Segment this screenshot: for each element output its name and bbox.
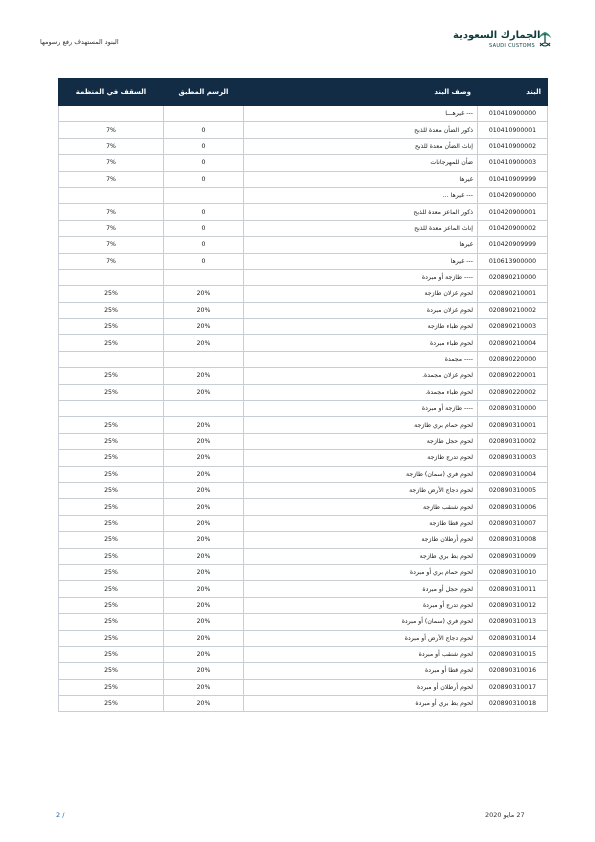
cell-applied-rate: 20%: [164, 696, 244, 712]
table-row: [59, 106, 548, 122]
table-row: [59, 482, 548, 498]
cell-wto-cap: 7%: [59, 155, 164, 171]
cell-code: 020890310002: [478, 433, 548, 449]
cell-description: لحوم غزلان مبردة: [244, 302, 478, 318]
table-row: [59, 614, 548, 630]
cell-applied-rate: 20%: [164, 646, 244, 662]
table-row: [59, 663, 548, 679]
cell-description: لحوم ظباء مجمدة.: [244, 384, 478, 400]
cell-code: 010420900001: [478, 204, 548, 220]
cell-wto-cap: 7%: [59, 220, 164, 236]
cell-applied-rate: 20%: [164, 368, 244, 384]
cell-code: 020890210002: [478, 302, 548, 318]
cell-applied-rate: 20%: [164, 614, 244, 630]
table-row: [59, 138, 548, 154]
cell-code: 020890310012: [478, 597, 548, 613]
table-row: [59, 302, 548, 318]
cell-applied-rate: 20%: [164, 286, 244, 302]
cell-wto-cap: 25%: [59, 302, 164, 318]
cell-wto-cap: 25%: [59, 499, 164, 515]
cell-description: لحوم أرطلان أو مبردة: [244, 679, 478, 695]
cell-code: 020890310007: [478, 515, 548, 531]
cell-applied-rate: 0: [164, 138, 244, 154]
cell-code: 020890310006: [478, 499, 548, 515]
table-row: [59, 450, 548, 466]
logo-english-text: SAUDI CUSTOMS: [489, 43, 535, 49]
table-row: [59, 269, 548, 285]
header-applied-rate: الرسم المطبق: [164, 79, 244, 106]
cell-applied-rate: 20%: [164, 515, 244, 531]
cell-code: 020890310013: [478, 614, 548, 630]
table-row: [59, 253, 548, 269]
table-row: [59, 630, 548, 646]
cell-description: ---- مجمدة: [244, 351, 478, 367]
cell-description: لحوم أرطلان طازجة: [244, 532, 478, 548]
table-row: [59, 237, 548, 253]
table-row: [59, 319, 548, 335]
cell-wto-cap: 25%: [59, 614, 164, 630]
cell-description: --- غيرها: [244, 253, 478, 269]
cell-code: 020890310016: [478, 663, 548, 679]
cell-description: لحوم ظباء طازجة: [244, 319, 478, 335]
cell-applied-rate: 20%: [164, 433, 244, 449]
table-row: [59, 548, 548, 564]
cell-description: --- غيرهـــا: [244, 106, 478, 122]
cell-applied-rate: 20%: [164, 417, 244, 433]
cell-description: لحوم تدرج طازجة: [244, 450, 478, 466]
cell-applied-rate: 20%: [164, 597, 244, 613]
cell-code: 010410900003: [478, 155, 548, 171]
footer-date: 27 مايو 2020: [485, 811, 525, 819]
cell-description: لحوم فري (سمان) طازجة: [244, 466, 478, 482]
table-row: [59, 679, 548, 695]
cell-wto-cap: 25%: [59, 482, 164, 498]
page-number: 2 /: [56, 811, 65, 819]
cell-applied-rate: 0: [164, 220, 244, 236]
cell-description: لحوم حجل طازجة: [244, 433, 478, 449]
table-row: [59, 187, 548, 203]
table-header-row: [59, 79, 548, 106]
cell-wto-cap: [59, 187, 164, 203]
table-row: [59, 384, 548, 400]
cell-wto-cap: 25%: [59, 286, 164, 302]
cell-applied-rate: 20%: [164, 630, 244, 646]
saudi-customs-logo: [453, 30, 553, 56]
cell-applied-rate: 0: [164, 122, 244, 138]
cell-code: 020890310010: [478, 564, 548, 580]
page-header: [0, 0, 595, 62]
table-row: [59, 417, 548, 433]
table-row: [59, 335, 548, 351]
table-row: [59, 122, 548, 138]
table-row: [59, 433, 548, 449]
cell-code: 020890220002: [478, 384, 548, 400]
cell-wto-cap: [59, 269, 164, 285]
cell-description: لحوم بط بري طازجة: [244, 548, 478, 564]
cell-wto-cap: [59, 106, 164, 122]
cell-code: 010410909999: [478, 171, 548, 187]
cell-applied-rate: 20%: [164, 450, 244, 466]
cell-description: غيرها: [244, 171, 478, 187]
document-title: البنود المستهدف رفع رسومها: [40, 38, 119, 46]
cell-code: 020890310008: [478, 532, 548, 548]
cell-code: 010410900001: [478, 122, 548, 138]
table-row: [59, 286, 548, 302]
cell-applied-rate: 20%: [164, 499, 244, 515]
table-row: [59, 696, 548, 712]
cell-code: 020890210004: [478, 335, 548, 351]
cell-wto-cap: 25%: [59, 548, 164, 564]
cell-wto-cap: 25%: [59, 646, 164, 662]
cell-applied-rate: [164, 106, 244, 122]
table-body: [59, 106, 548, 712]
cell-code: 010420900002: [478, 220, 548, 236]
cell-applied-rate: 0: [164, 155, 244, 171]
cell-wto-cap: 25%: [59, 384, 164, 400]
cell-description: ---- طازجة أو مبردة: [244, 401, 478, 417]
cell-code: 010420909999: [478, 237, 548, 253]
cell-code: 020890210003: [478, 319, 548, 335]
cell-code: 020890310009: [478, 548, 548, 564]
cell-description: غيرها: [244, 237, 478, 253]
cell-wto-cap: 25%: [59, 696, 164, 712]
header-description: وصف البند: [244, 79, 478, 106]
table-row: [59, 597, 548, 613]
tariff-items-table: [58, 78, 548, 712]
cell-applied-rate: 0: [164, 237, 244, 253]
table-row: [59, 155, 548, 171]
cell-wto-cap: 25%: [59, 581, 164, 597]
cell-description: لحوم بط بري أو مبردة: [244, 696, 478, 712]
cell-wto-cap: 25%: [59, 417, 164, 433]
cell-description: لحوم ظباء مبردة: [244, 335, 478, 351]
cell-description: لحوم حمام بري أو مبردة: [244, 564, 478, 580]
cell-wto-cap: 7%: [59, 237, 164, 253]
cell-wto-cap: 25%: [59, 663, 164, 679]
cell-applied-rate: 20%: [164, 532, 244, 548]
cell-wto-cap: 7%: [59, 138, 164, 154]
cell-applied-rate: [164, 269, 244, 285]
cell-wto-cap: 25%: [59, 335, 164, 351]
cell-code: 020890210001: [478, 286, 548, 302]
cell-applied-rate: 20%: [164, 663, 244, 679]
cell-applied-rate: 20%: [164, 564, 244, 580]
cell-wto-cap: [59, 401, 164, 417]
cell-code: 020890310000: [478, 401, 548, 417]
cell-applied-rate: 0: [164, 204, 244, 220]
cell-applied-rate: [164, 187, 244, 203]
cell-code: 020890210000: [478, 269, 548, 285]
cell-applied-rate: 20%: [164, 466, 244, 482]
cell-wto-cap: 25%: [59, 466, 164, 482]
cell-description: ضأن للمهرجانات: [244, 155, 478, 171]
table-row: [59, 564, 548, 580]
cell-applied-rate: 20%: [164, 482, 244, 498]
header-wto-cap: السقف في المنظمة: [59, 79, 164, 106]
table-row: [59, 581, 548, 597]
table-row: [59, 515, 548, 531]
cell-description: ---- طازجة أو مبردة: [244, 269, 478, 285]
cell-code: 010613900000: [478, 253, 548, 269]
cell-description: لحوم دجاج الأرض أو مبردة: [244, 630, 478, 646]
cell-code: 020890310001: [478, 417, 548, 433]
cell-code: 010410900002: [478, 138, 548, 154]
cell-wto-cap: 25%: [59, 564, 164, 580]
cell-applied-rate: 20%: [164, 335, 244, 351]
cell-wto-cap: 25%: [59, 679, 164, 695]
cell-applied-rate: [164, 351, 244, 367]
cell-applied-rate: 20%: [164, 302, 244, 318]
table-row: [59, 171, 548, 187]
cell-applied-rate: 20%: [164, 581, 244, 597]
cell-wto-cap: 25%: [59, 532, 164, 548]
cell-applied-rate: 20%: [164, 548, 244, 564]
cell-wto-cap: 7%: [59, 253, 164, 269]
cell-wto-cap: [59, 351, 164, 367]
cell-wto-cap: 25%: [59, 368, 164, 384]
cell-description: لحوم شنقب طازجة: [244, 499, 478, 515]
cell-description: لحوم حجل أو مبردة: [244, 581, 478, 597]
cell-code: 020890220000: [478, 351, 548, 367]
table-row: [59, 351, 548, 367]
cell-description: لحوم قطا أو مبردة: [244, 663, 478, 679]
cell-code: 020890310017: [478, 679, 548, 695]
cell-description: إناث الماعز معدة للذبح: [244, 220, 478, 236]
cell-description: لحوم فري (سمان) أو مبردة: [244, 614, 478, 630]
cell-wto-cap: 25%: [59, 597, 164, 613]
cell-code: 010420900000: [478, 187, 548, 203]
table-row: [59, 368, 548, 384]
cell-wto-cap: 25%: [59, 319, 164, 335]
cell-description: لحوم غزلان مجمدة.: [244, 368, 478, 384]
cell-description: --- غيرها ...: [244, 187, 478, 203]
cell-code: 010410900000: [478, 106, 548, 122]
table-row: [59, 401, 548, 417]
cell-code: 020890310014: [478, 630, 548, 646]
cell-description: لحوم غزلان طازجة: [244, 286, 478, 302]
cell-description: ذكور الماعز معدة للذبح: [244, 204, 478, 220]
cell-code: 020890310015: [478, 646, 548, 662]
cell-description: لحوم دجاج الأرض طازجة: [244, 482, 478, 498]
cell-description: لحوم شنقب أو مبردة: [244, 646, 478, 662]
cell-wto-cap: 7%: [59, 204, 164, 220]
cell-description: لحوم حمام بري طازجة: [244, 417, 478, 433]
table-row: [59, 204, 548, 220]
cell-applied-rate: 0: [164, 253, 244, 269]
cell-wto-cap: 7%: [59, 171, 164, 187]
table-row: [59, 499, 548, 515]
cell-applied-rate: 20%: [164, 319, 244, 335]
cell-code: 020890310005: [478, 482, 548, 498]
cell-applied-rate: 0: [164, 171, 244, 187]
cell-code: 020890310004: [478, 466, 548, 482]
table-row: [59, 466, 548, 482]
logo-arabic-text: الجمارك السعودية: [453, 30, 541, 41]
cell-wto-cap: 25%: [59, 450, 164, 466]
header-code: البند: [478, 79, 548, 106]
cell-wto-cap: 7%: [59, 122, 164, 138]
table-row: [59, 532, 548, 548]
cell-description: إناث الضأن معدة للذبح: [244, 138, 478, 154]
cell-description: لحوم قطا طازجة: [244, 515, 478, 531]
cell-applied-rate: 20%: [164, 679, 244, 695]
cell-wto-cap: 25%: [59, 630, 164, 646]
table-row: [59, 220, 548, 236]
cell-code: 020890310011: [478, 581, 548, 597]
cell-applied-rate: [164, 401, 244, 417]
cell-wto-cap: 25%: [59, 515, 164, 531]
cell-description: لحوم تدرج أو مبردة: [244, 597, 478, 613]
table-row: [59, 646, 548, 662]
cell-wto-cap: 25%: [59, 433, 164, 449]
cell-applied-rate: 20%: [164, 384, 244, 400]
cell-code: 020890310003: [478, 450, 548, 466]
cell-code: 020890220001: [478, 368, 548, 384]
cell-code: 020890310018: [478, 696, 548, 712]
cell-description: ذكور الضأن معدة للذبح: [244, 122, 478, 138]
